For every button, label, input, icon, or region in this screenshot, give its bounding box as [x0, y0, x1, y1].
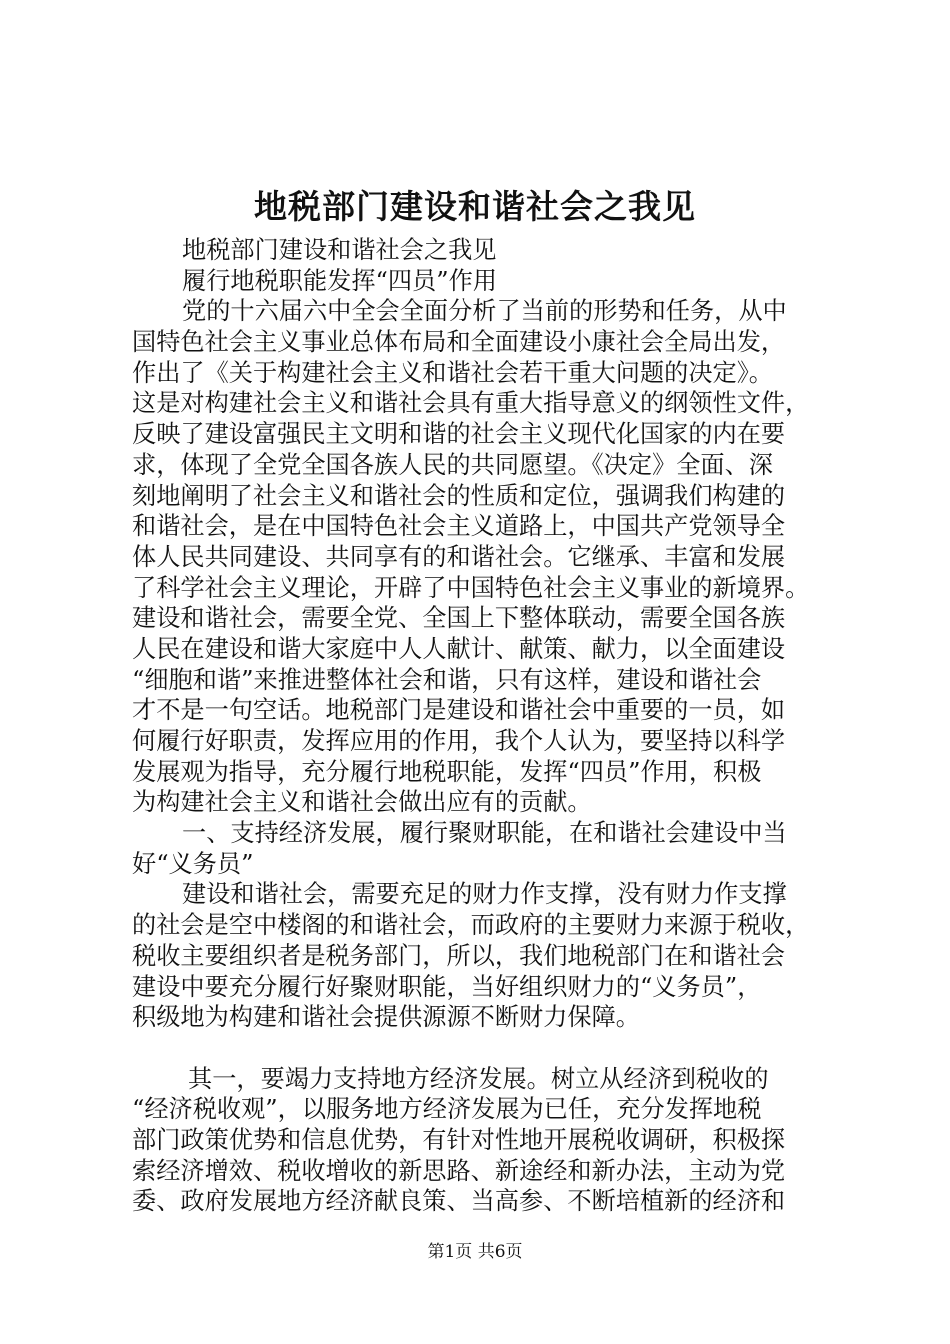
- body-line: 其一，要竭力支持地方经济发展。树立从经济到税收的: [188, 1064, 769, 1093]
- body-line: 人民在建设和谐大家庭中人人献计、献策、献力，以全面建设: [132, 634, 786, 663]
- page-footer: 第1页 共6页: [427, 1242, 523, 1262]
- body-line: 了科学社会主义理论，开辟了中国特色社会主义事业的新境界。: [132, 573, 810, 602]
- body-line: 发展观为指导，充分履行地税职能，发挥“四员”作用，积极: [132, 757, 762, 786]
- body-line: 国特色社会主义事业总体布局和全面建设小康社会全局出发，: [132, 328, 786, 357]
- body-line: 这是对构建社会主义和谐社会具有重大指导意义的纲领性文件，: [132, 389, 810, 418]
- body-line: “细胞和谐”来推进整体社会和谐，只有这样，建设和谐社会: [132, 665, 762, 694]
- body-line: 反映了建设富强民主文明和谐的社会主义现代化国家的内在要: [132, 420, 786, 449]
- body-line: 刻地阐明了社会主义和谐社会的性质和定位，强调我们构建的: [132, 481, 786, 510]
- body-line: 何履行好职责，发挥应用的作用，我个人认为，要坚持以科学: [132, 727, 786, 755]
- body-line: 为构建社会主义和谐社会做出应有的贡献。: [132, 788, 592, 817]
- body-line: 委、政府发展地方经济献良策、当高参、不断培植新的经济和: [132, 1187, 786, 1216]
- body-line: 部门政策优势和信息优势，有针对性地开展税收调研，积极探: [132, 1125, 786, 1154]
- body-line: 和谐社会，是在中国特色社会主义道路上，中国共产党领导全: [132, 512, 786, 541]
- body-line: 的社会是空中楼阁的和谐社会，而政府的主要财力来源于税收，: [132, 911, 810, 940]
- body-line: 履行地税职能发挥“四员”作用: [182, 266, 497, 295]
- body-line: 一、支持经济发展，履行聚财职能，在和谐社会建设中当: [182, 819, 787, 848]
- document-title: 地税部门建设和谐社会之我见: [254, 187, 696, 226]
- body-line: 体人民共同建设、共同享有的和谐社会。它继承、丰富和发展: [132, 542, 786, 571]
- body-line: 索经济增效、税收增收的新思路、新途经和新办法，主动为党: [132, 1156, 786, 1185]
- body-line: 地税部门建设和谐社会之我见: [182, 236, 497, 264]
- body-line: 建设和谐社会，需要全党、全国上下整体联动，需要全国各族: [132, 604, 786, 633]
- body-line: 求，体现了全党全国各族人民的共同愿望。《决定》全面、深: [132, 450, 773, 479]
- body-line: 积级地为构建和谐社会提供源源不断财力保障。: [132, 1003, 640, 1032]
- body-line: 才不是一句空话。地税部门是建设和谐社会中重要的一员，如: [132, 696, 786, 725]
- document-body: [132, 235, 832, 1217]
- body-line: 建设和谐社会，需要充足的财力作支撑，没有财力作支撑: [182, 880, 787, 909]
- body-line: 好“义务员”: [132, 849, 254, 878]
- body-line: 党的十六届六中全会全面分析了当前的形势和任务，从中: [182, 297, 787, 326]
- body-line: “经济税收观”，以服务地方经济发展为已任，充分发挥地税: [132, 1095, 762, 1124]
- body-line: 作出了《关于构建社会主义和谐社会若干重大问题的决定》。: [132, 358, 773, 387]
- body-line: 建设中要充分履行好聚财职能，当好组织财力的“义务员”，: [132, 972, 762, 1001]
- body-line: [132, 1033, 832, 1064]
- body-line: 税收主要组织者是税务部门，所以，我们地税部门在和谐社会: [132, 941, 786, 970]
